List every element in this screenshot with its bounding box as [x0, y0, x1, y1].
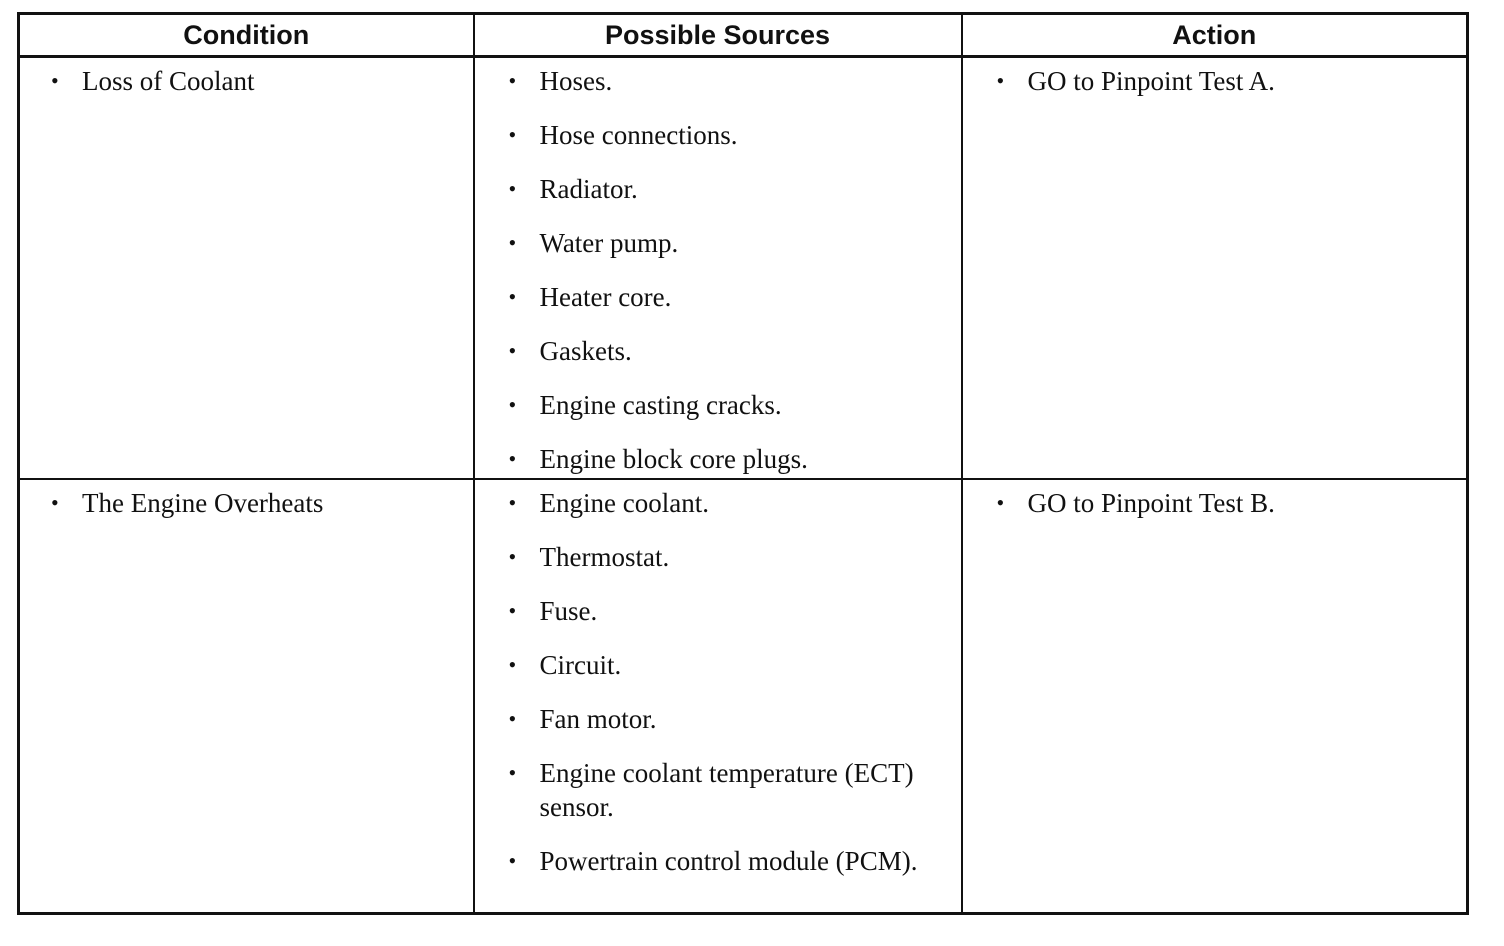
list-item — [509, 756, 961, 824]
bullet-icon: • — [508, 176, 517, 201]
sources-cell — [474, 479, 962, 914]
list-item — [509, 702, 961, 736]
bullet-icon: • — [996, 68, 1005, 93]
source-text: Powertrain control module (PCM). — [539, 846, 918, 876]
header-row — [19, 14, 1468, 57]
bullet-icon: • — [508, 544, 517, 569]
source-text: Fuse. — [539, 596, 598, 626]
action-text: GO to Pinpoint Test B. — [1027, 488, 1275, 518]
action-text: GO to Pinpoint Test A. — [1027, 66, 1275, 96]
bullet-icon: • — [508, 284, 517, 309]
action-list — [963, 480, 1467, 520]
source-text: Hose connections. — [539, 120, 738, 150]
bullet-icon: • — [508, 392, 517, 417]
list-item — [509, 172, 961, 206]
bullet-icon: • — [508, 652, 517, 677]
list-item — [997, 486, 1467, 520]
condition-text: The Engine Overheats — [82, 488, 324, 518]
bullet-icon: • — [508, 848, 517, 873]
list-item — [509, 118, 961, 152]
list-item — [509, 388, 961, 422]
list-item — [509, 486, 961, 520]
source-text: Engine coolant. — [539, 488, 709, 518]
header-condition: Condition — [19, 14, 474, 57]
diagnosis-table — [17, 12, 1469, 915]
source-text: Radiator. — [539, 174, 638, 204]
source-text: Fan motor. — [539, 704, 657, 734]
source-text: Engine coolant temperature (ECT) sensor. — [539, 758, 914, 822]
condition-list — [20, 480, 473, 520]
bullet-icon: • — [996, 490, 1005, 515]
list-item — [509, 648, 961, 682]
source-text: Engine casting cracks. — [539, 390, 782, 420]
bullet-icon: • — [508, 760, 517, 785]
condition-cell — [19, 479, 474, 914]
list-item — [509, 64, 961, 98]
bullet-icon: • — [508, 490, 517, 515]
sources-list — [475, 58, 961, 476]
source-text: Engine block core plugs. — [539, 444, 808, 474]
bullet-icon: • — [508, 230, 517, 255]
list-item — [509, 594, 961, 628]
list-item — [509, 540, 961, 574]
list-item — [509, 226, 961, 260]
source-text: Thermostat. — [539, 542, 670, 572]
table-row — [19, 57, 1468, 480]
sources-list — [475, 480, 961, 878]
bullet-icon: • — [51, 490, 59, 515]
list-item — [509, 280, 961, 314]
list-item — [997, 64, 1467, 98]
list-item — [509, 334, 961, 368]
action-cell — [962, 479, 1468, 914]
condition-text: Loss of Coolant — [82, 66, 255, 96]
bullet-icon: • — [508, 706, 517, 731]
list-item — [509, 844, 961, 878]
action-cell — [962, 57, 1468, 480]
source-text: Water pump. — [539, 228, 679, 258]
bullet-icon: • — [508, 122, 517, 147]
source-text: Heater core. — [539, 282, 672, 312]
list-item — [509, 442, 961, 476]
source-text: Hoses. — [539, 66, 613, 96]
source-text: Gaskets. — [539, 336, 632, 366]
header-action: Action — [962, 14, 1468, 57]
list-item — [51, 486, 473, 520]
table-row — [19, 479, 1468, 914]
action-list — [963, 58, 1467, 98]
header-possible-sources: Possible Sources — [474, 14, 962, 57]
condition-cell — [19, 57, 474, 480]
bullet-icon: • — [508, 598, 517, 623]
sources-cell — [474, 57, 962, 480]
condition-list — [20, 58, 473, 98]
bullet-icon: • — [508, 338, 517, 363]
bullet-icon: • — [51, 68, 59, 93]
source-text: Circuit. — [539, 650, 622, 680]
bullet-icon: • — [508, 68, 517, 93]
list-item — [51, 64, 473, 98]
bullet-icon: • — [508, 446, 517, 471]
